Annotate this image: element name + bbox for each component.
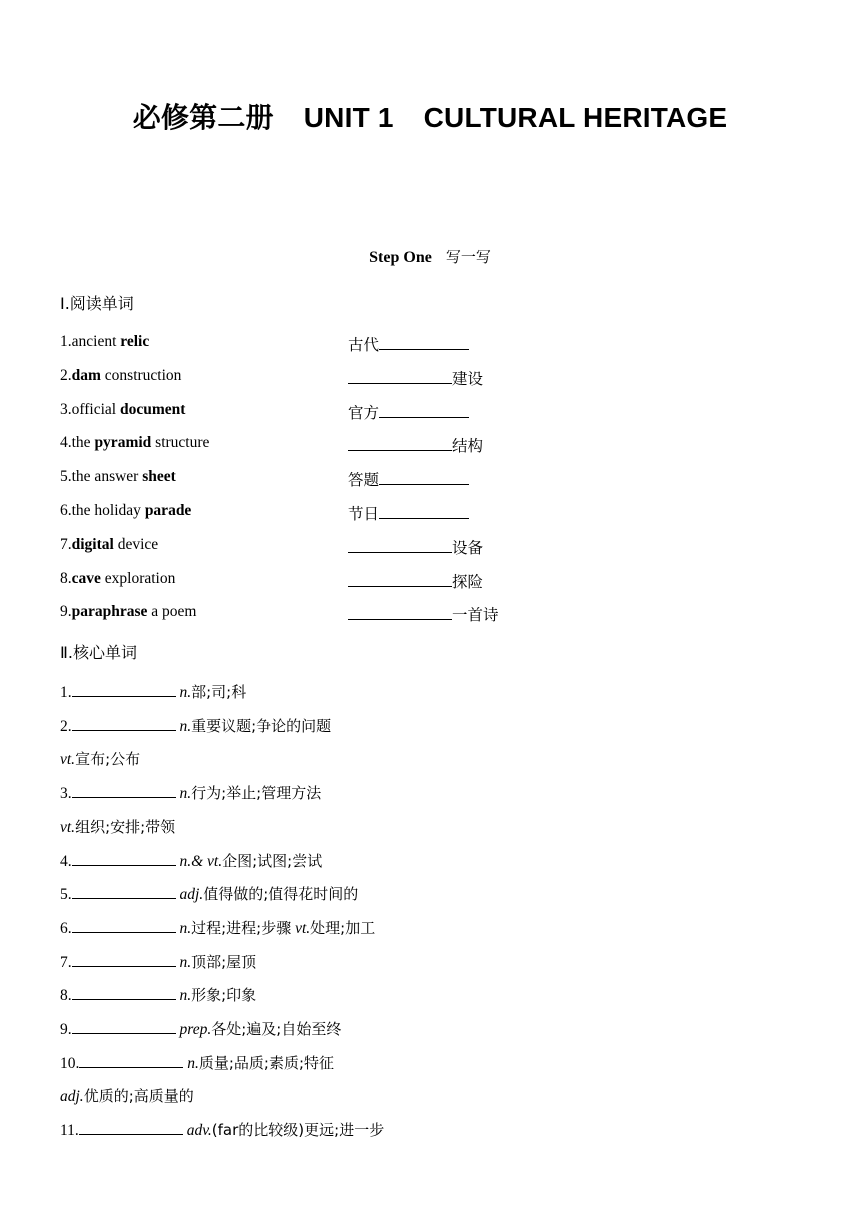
item-number: 8.	[60, 569, 72, 587]
reading-word-phrase	[60, 434, 209, 452]
item-number: 1.	[60, 333, 72, 350]
core-word-line	[60, 951, 256, 972]
target-word: digital	[71, 535, 114, 553]
translation-blank	[348, 536, 483, 558]
definition: 顶部;屋顶	[191, 952, 257, 971]
cn-text: 答题	[348, 471, 380, 490]
answer-blank[interactable]	[348, 538, 452, 553]
answer-blank[interactable]	[79, 1120, 183, 1135]
page-title	[0, 96, 860, 136]
reading-word-phrase	[60, 536, 158, 554]
part-of-speech: n.	[179, 987, 192, 1005]
phrase-text: the answer	[71, 468, 143, 486]
core-word-line	[60, 917, 375, 938]
answer-blank[interactable]	[348, 572, 452, 587]
part-of-speech: n.	[187, 1054, 199, 1072]
answer-blank[interactable]	[79, 1053, 183, 1068]
item-number: 3.	[60, 785, 72, 803]
definition: (far的比较级)更远;进一步	[211, 1121, 385, 1140]
phrase-text: the	[71, 434, 95, 452]
answer-blank[interactable]	[72, 884, 176, 899]
answer-blank[interactable]	[72, 918, 176, 933]
translation-blank	[348, 401, 469, 423]
answer-blank[interactable]	[379, 504, 469, 519]
item-number: 7.	[60, 953, 72, 971]
definition: 宣布;公布	[75, 750, 141, 769]
part-of-speech: n.	[179, 684, 192, 701]
answer-blank[interactable]	[348, 605, 452, 620]
reading-word-phrase	[60, 367, 181, 385]
part-of-speech: n.	[179, 717, 192, 735]
item-number: 2.	[60, 366, 72, 384]
cn-text: 探险	[452, 572, 484, 591]
answer-blank[interactable]	[72, 783, 176, 798]
item-number: 10.	[60, 1054, 80, 1072]
phrase-text: device	[113, 535, 159, 553]
item-number: 4.	[60, 852, 72, 870]
part-of-speech: prep.	[179, 1021, 212, 1038]
target-word: pyramid	[94, 434, 152, 452]
core-word-line	[60, 1085, 194, 1106]
item-number: 1.	[60, 684, 72, 701]
translation-blank	[348, 502, 469, 524]
translation-blank	[348, 468, 469, 490]
target-word: paraphrase	[71, 603, 148, 621]
reading-word-phrase	[60, 468, 176, 486]
definition: 组织;安排;带领	[75, 817, 176, 836]
phrase-text: official	[71, 400, 120, 418]
phrase-text: a poem	[147, 603, 197, 621]
core-word-line	[60, 748, 140, 769]
item-number: 6.	[60, 919, 72, 937]
section-2-heading: Ⅱ.核心单词	[60, 643, 137, 662]
title-cn: 必修第二册	[132, 102, 274, 133]
step-cn: 写一写	[445, 248, 491, 266]
item-number: 9.	[60, 603, 72, 621]
answer-blank[interactable]	[72, 716, 176, 731]
definition: 企图;试图;尝试	[222, 851, 323, 870]
item-number: 3.	[60, 400, 72, 418]
title-unit: UNIT 1	[303, 102, 394, 133]
reading-word-phrase	[60, 603, 197, 621]
definition: 质量;品质;素质;特征	[198, 1053, 335, 1072]
core-word-line	[60, 715, 331, 736]
core-word-line	[60, 782, 321, 803]
cn-text: 节日	[348, 505, 380, 523]
definition: 过程;进程;步骤	[191, 918, 292, 937]
part-of-speech: n.	[179, 785, 192, 803]
core-word-line	[60, 984, 256, 1005]
part-of-speech: vt.	[60, 818, 76, 836]
step-heading	[0, 246, 860, 267]
definition: 处理;加工	[310, 918, 376, 937]
definition: 部;司;科	[191, 683, 247, 701]
phrase-text: exploration	[100, 569, 176, 587]
translation-blank	[348, 603, 499, 625]
target-word: parade	[144, 502, 192, 519]
part-of-speech: vt.	[295, 919, 311, 937]
answer-blank[interactable]	[379, 470, 469, 485]
answer-blank[interactable]	[72, 1019, 176, 1034]
target-word: document	[119, 400, 186, 418]
item-number: 5.	[60, 468, 72, 486]
cn-text: 建设	[452, 369, 484, 388]
answer-blank[interactable]	[348, 369, 452, 384]
item-number: 9.	[60, 1021, 72, 1038]
definition: 重要议题;争论的问题	[191, 716, 332, 735]
title-topic: CULTURAL HERITAGE	[423, 102, 728, 133]
answer-blank[interactable]	[72, 952, 176, 967]
cn-text: 古代	[348, 336, 380, 354]
cn-text: 一首诗	[452, 606, 499, 625]
reading-word-phrase	[60, 502, 191, 520]
core-word-line	[60, 681, 246, 702]
phrase-text: construction	[100, 366, 182, 384]
core-word-line	[60, 1018, 341, 1039]
core-word-line	[60, 1052, 334, 1073]
core-word-line	[60, 883, 358, 904]
answer-blank[interactable]	[72, 682, 176, 697]
target-word: sheet	[142, 468, 176, 486]
phrase-text: ancient	[71, 333, 121, 350]
translation-blank	[348, 367, 483, 389]
answer-blank[interactable]	[72, 985, 176, 1000]
part-of-speech: n.	[179, 919, 192, 937]
target-word: cave	[71, 569, 101, 587]
part-of-speech: vt.	[60, 751, 76, 769]
item-number: 7.	[60, 535, 72, 553]
definition: 值得做的;值得花时间的	[203, 885, 359, 904]
definition: 行为;举止;管理方法	[191, 784, 322, 803]
step-en: Step One	[369, 249, 432, 266]
definition: 各处;遍及;自始至终	[211, 1020, 342, 1038]
phrase-text: structure	[151, 434, 210, 452]
translation-blank	[348, 570, 483, 592]
phrase-text: the holiday	[71, 502, 145, 519]
reading-word-phrase	[60, 570, 175, 588]
answer-blank[interactable]	[348, 436, 452, 451]
core-word-line	[60, 850, 322, 871]
translation-blank	[348, 434, 483, 456]
part-of-speech: n.& vt.	[179, 852, 223, 870]
target-word: relic	[120, 333, 150, 350]
item-number: 8.	[60, 987, 72, 1005]
answer-blank[interactable]	[379, 403, 469, 418]
item-number: 5.	[60, 886, 72, 904]
reading-word-phrase	[60, 333, 149, 351]
part-of-speech: adv.	[186, 1122, 212, 1140]
reading-word-phrase	[60, 401, 185, 419]
section-1-heading: Ⅰ.阅读单词	[60, 294, 134, 313]
target-word: dam	[71, 366, 101, 384]
item-number: 2.	[60, 717, 72, 735]
answer-blank[interactable]	[379, 335, 469, 350]
part-of-speech: adj.	[60, 1088, 84, 1106]
cn-text: 结构	[452, 437, 484, 456]
item-number: 6.	[60, 502, 72, 519]
part-of-speech: n.	[179, 953, 192, 971]
part-of-speech: adj.	[179, 886, 204, 904]
definition: 形象;印象	[191, 986, 257, 1005]
item-number: 4.	[60, 434, 72, 452]
translation-blank	[348, 333, 469, 355]
core-word-line	[60, 816, 175, 837]
item-number: 11.	[60, 1122, 79, 1140]
definition: 优质的;高质量的	[83, 1087, 194, 1106]
core-word-line	[60, 1119, 384, 1140]
cn-text: 官方	[348, 403, 380, 422]
cn-text: 设备	[452, 538, 484, 557]
answer-blank[interactable]	[72, 851, 176, 866]
